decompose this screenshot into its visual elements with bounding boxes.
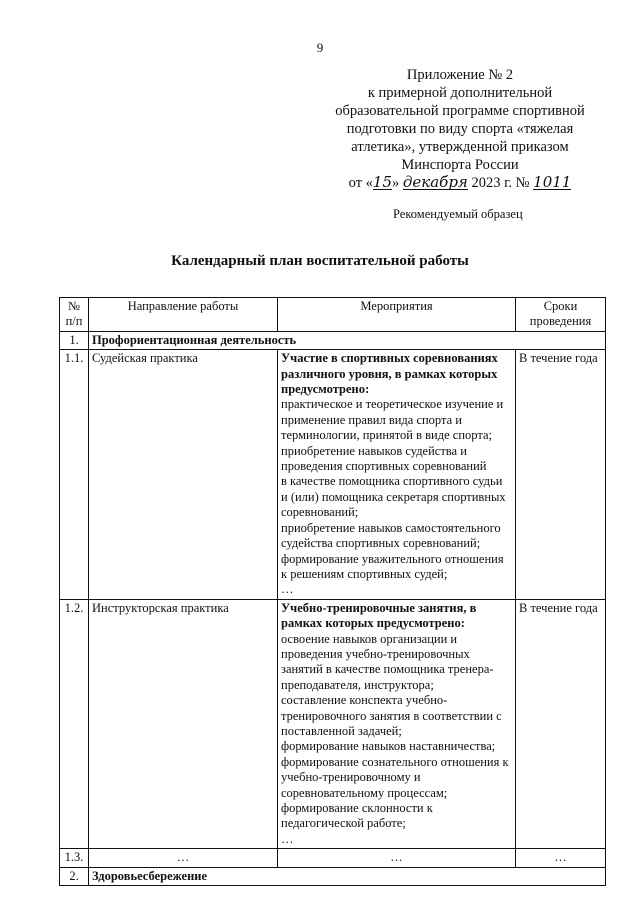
handwritten-order-number: 1011 — [533, 173, 572, 191]
appendix-line: Минспорта России — [401, 157, 519, 173]
event-item: … — [281, 831, 294, 846]
event-item: составление конспекта учебно-тренировочного занятия в соответствии с поставленной задачей; — [281, 693, 502, 738]
sample-note: Рекомендуемый образец — [393, 207, 523, 221]
event-item: … — [281, 582, 294, 597]
table-row — [60, 350, 606, 600]
appendix-line: Приложение № 2 — [406, 67, 514, 83]
date-mid: » — [392, 175, 400, 191]
table-header-row — [60, 298, 606, 332]
plan-table — [59, 297, 606, 886]
header-terms: Сроки проведения — [516, 298, 606, 332]
date-year: 2023 г. № — [471, 175, 530, 191]
section-label: Профориентационная деятельность — [89, 331, 606, 349]
order-date-line — [320, 174, 600, 192]
handwritten-day: 15 — [372, 173, 393, 191]
table-row — [60, 849, 606, 867]
event-item: формирование сознательного отношения к учебно-тренировочному и соревновательному процессам; — [281, 754, 509, 800]
table-row — [60, 599, 606, 849]
appendix-line: образовательной программе спортивной — [335, 103, 585, 119]
row-num: 1.3. — [60, 849, 89, 867]
page-number: 9 — [316, 40, 324, 55]
header-events: Мероприятия — [278, 298, 516, 332]
row-terms: … — [516, 849, 606, 867]
event-item: приобретение навыков судейства и проведения спортивных соревнований — [281, 443, 487, 474]
row-events — [278, 599, 516, 849]
row-events — [278, 350, 516, 600]
handwritten-month: декабря — [402, 173, 468, 191]
appendix-line: атлетика», утвержденной приказом — [351, 139, 569, 155]
row-direction: … — [89, 849, 278, 867]
events-heading: Учебно-тренировочные занятия, в рамках которых предусмотрено: — [281, 600, 477, 631]
event-item: практическое и теоретическое изучение и применение правил вида спорта и терминологии, принятой в виде спорта; — [281, 397, 504, 443]
row-direction: Инструкторская практика — [89, 599, 278, 849]
event-item: в качестве помощника спортивного судьи и (или) помощника секретаря спортивных соревнований; — [281, 474, 506, 520]
row-terms: В течение года — [516, 350, 606, 600]
row-terms: В течение года — [516, 599, 606, 849]
event-item: приобретение навыков самостоятельного судейства спортивных соревнований; — [281, 520, 501, 551]
row-num: 1.2. — [60, 599, 89, 849]
event-item: формирование уважительного отношения к решениям спортивных судей; — [281, 551, 504, 581]
appendix-block — [320, 66, 600, 192]
section-label: Здоровьесбережение — [89, 867, 606, 885]
appendix-line: к примерной дополнительной — [367, 85, 553, 101]
document-title: Календарный план воспитательной работы — [171, 253, 469, 269]
appendix-line: подготовки по виду спорта «тяжелая — [346, 121, 574, 137]
section-num: 2. — [60, 867, 89, 885]
header-direction: Направление работы — [89, 298, 278, 332]
date-prefix: от « — [348, 175, 373, 191]
header-num: № п/п — [60, 298, 89, 332]
event-item: формирование склонности к педагогической работе; — [281, 801, 433, 831]
row-num: 1.1. — [60, 350, 89, 600]
section-num: 1. — [60, 331, 89, 349]
event-item: освоение навыков организации и проведения учебно-тренировочных занятий в качестве помощника тренера-преподавателя, инструктора; — [281, 631, 494, 692]
section-row — [60, 331, 606, 349]
row-direction: Судейская практика — [89, 350, 278, 600]
event-item: формирование навыков наставничества; — [281, 739, 496, 754]
section-row — [60, 867, 606, 885]
events-heading: Участие в спортивных соревнованиях различного уровня, в рамках которых предусмотрено: — [281, 351, 498, 397]
row-events: … — [278, 849, 516, 867]
